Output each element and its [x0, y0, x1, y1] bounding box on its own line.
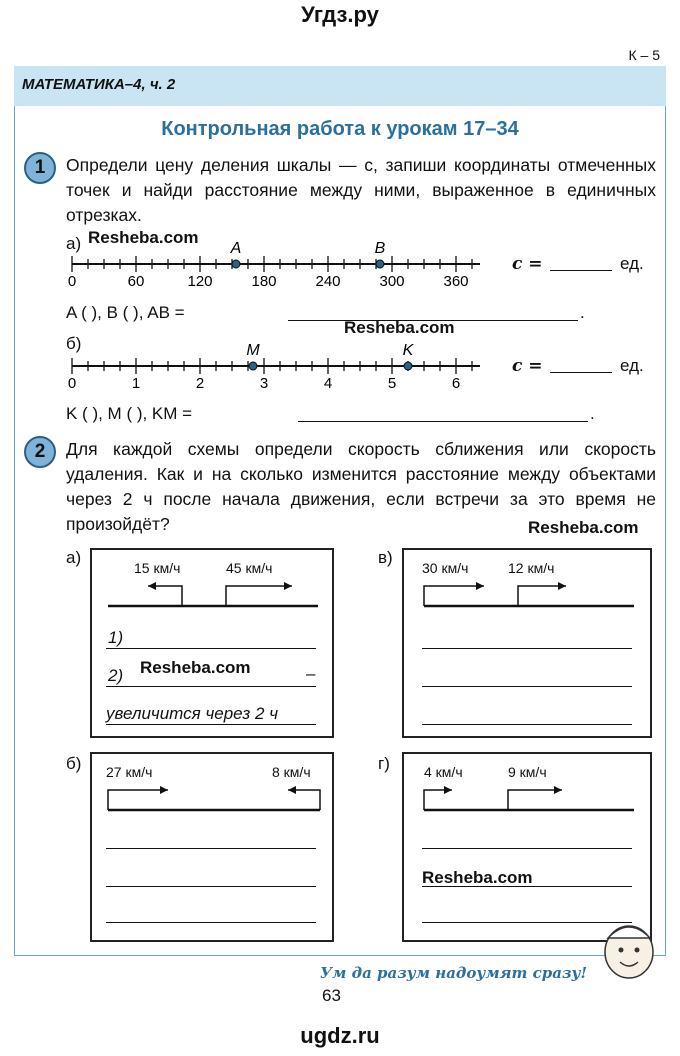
- box-a-dash: –: [306, 664, 316, 683]
- ab-end-dot: .: [580, 303, 585, 322]
- box-v-label: в): [378, 548, 393, 567]
- box-v-answer-line-1[interactable]: [422, 648, 632, 649]
- point-k-label: K: [402, 342, 414, 359]
- page-title: Контрольная работа к урокам 17–34: [161, 118, 519, 140]
- c-unit-a: ед.: [620, 254, 644, 273]
- watermark-4: Resheba.com: [140, 658, 251, 677]
- point-m-marker: [249, 362, 257, 370]
- c-answer-line-a[interactable]: [550, 270, 612, 271]
- point-a-marker: [232, 260, 240, 268]
- box-b-answer-line-1[interactable]: [106, 848, 316, 849]
- point-m-label: M: [246, 342, 260, 359]
- subject-header: МАТЕМАТИКА–4, ч. 2: [22, 76, 176, 93]
- page-number: 63: [322, 986, 341, 1005]
- watermark-5: Resheba.com: [422, 868, 533, 887]
- page-code: К – 5: [628, 47, 660, 63]
- scheme-g-diagram: [404, 754, 650, 814]
- line-b-tick-label: 4: [323, 375, 333, 392]
- part-b-label: б): [66, 334, 82, 353]
- box-g-answer-line-2[interactable]: [422, 886, 632, 887]
- box-v-answer-line-2[interactable]: [422, 686, 632, 687]
- site-title-top: Угдз.ру: [301, 2, 379, 27]
- box-v-right-speed: 12 км/ч: [508, 560, 555, 576]
- line-a-tick-label: 180: [251, 273, 277, 290]
- c-label-b: c =: [512, 356, 543, 376]
- task-2-text: Для каждой схемы определи скорость сближения или скорость удаления. Как и на сколько изменится расстояние между объектами через 2 ч после начала движения, если встречи за это время не произойдёт?: [66, 439, 656, 534]
- c-unit-b: ед.: [620, 356, 644, 375]
- part-a-label: а): [66, 234, 82, 253]
- scheme-a-diagram: [92, 550, 332, 610]
- box-a-line-2-label: 2): [108, 666, 124, 685]
- task-1-text: Определи цену деления шкалы — c, запиши координаты отмеченных точек и найди расстояние между ними, выраженное в единичных отрезках.: [66, 155, 656, 225]
- point-a-label: A: [230, 240, 242, 257]
- line-b-tick-label: 0: [67, 375, 77, 392]
- line-b-tick-label: 5: [387, 375, 397, 392]
- line-a-tick-label: 60: [127, 273, 145, 290]
- box-a-answer-line-3[interactable]: [106, 724, 316, 725]
- c-answer-line-b[interactable]: [550, 372, 612, 373]
- point-b-label: B: [374, 240, 386, 257]
- box-b-answer-line-3[interactable]: [106, 922, 316, 923]
- point-b-marker: [376, 260, 384, 268]
- line-b-tick-label: 6: [451, 375, 461, 392]
- box-a-label: а): [66, 548, 82, 567]
- footer-motto: Ум да разум надоумят сразу!: [320, 964, 588, 982]
- watermark-2: Resheba.com: [344, 318, 455, 337]
- line-a-tick-label: 360: [443, 273, 469, 290]
- box-g-label: г): [378, 754, 390, 773]
- box-v-left-speed: 30 км/ч: [422, 560, 469, 576]
- box-a-line-1-label: 1): [108, 628, 124, 647]
- box-b-right-speed: 8 км/ч: [272, 764, 311, 780]
- coords-a: A ( ), B ( ), AB =: [66, 303, 185, 322]
- site-title-bottom: ugdz.ru: [300, 1023, 380, 1048]
- number-line-b: [60, 338, 490, 394]
- task-1-number: 1: [24, 152, 56, 184]
- watermark-1: Resheba.com: [88, 228, 199, 247]
- box-b-left-speed: 27 км/ч: [106, 764, 153, 780]
- box-g-right-speed: 9 км/ч: [508, 764, 547, 780]
- c-label-a: c =: [512, 254, 543, 274]
- scheme-v-diagram: [404, 550, 650, 610]
- km-answer-line[interactable]: [298, 421, 588, 422]
- watermark-3: Resheba.com: [528, 518, 639, 537]
- line-a-tick-label: 240: [315, 273, 341, 290]
- box-a-answer-line-2[interactable]: [106, 686, 316, 687]
- line-b-tick-label: 3: [259, 375, 269, 392]
- box-a-answer-line-1[interactable]: [106, 648, 316, 649]
- box-v-answer-line-3[interactable]: [422, 724, 632, 725]
- line-a-tick-label: 0: [67, 273, 77, 290]
- box-b-label: б): [66, 754, 82, 773]
- box-b-answer-line-2[interactable]: [106, 886, 316, 887]
- line-a-tick-label: 120: [187, 273, 213, 290]
- coords-b: K ( ), M ( ), KM =: [66, 404, 193, 423]
- box-g-left-speed: 4 км/ч: [424, 764, 463, 780]
- task-2-number: 2: [24, 436, 56, 468]
- line-b-tick-label: 1: [131, 375, 141, 392]
- box-a-left-speed: 15 км/ч: [134, 560, 181, 576]
- mascot-illustration: [598, 912, 660, 984]
- point-k-marker: [404, 362, 412, 370]
- line-b-tick-label: 2: [195, 375, 205, 392]
- number-line-a: [60, 236, 490, 292]
- box-a-right-speed: 45 км/ч: [226, 560, 273, 576]
- scheme-b-diagram: [92, 754, 332, 814]
- box-g-answer-line-1[interactable]: [422, 848, 632, 849]
- line-a-tick-label: 300: [379, 273, 405, 290]
- box-a-answer-text: увеличится через 2 ч: [106, 704, 279, 723]
- km-end-dot: .: [590, 404, 595, 423]
